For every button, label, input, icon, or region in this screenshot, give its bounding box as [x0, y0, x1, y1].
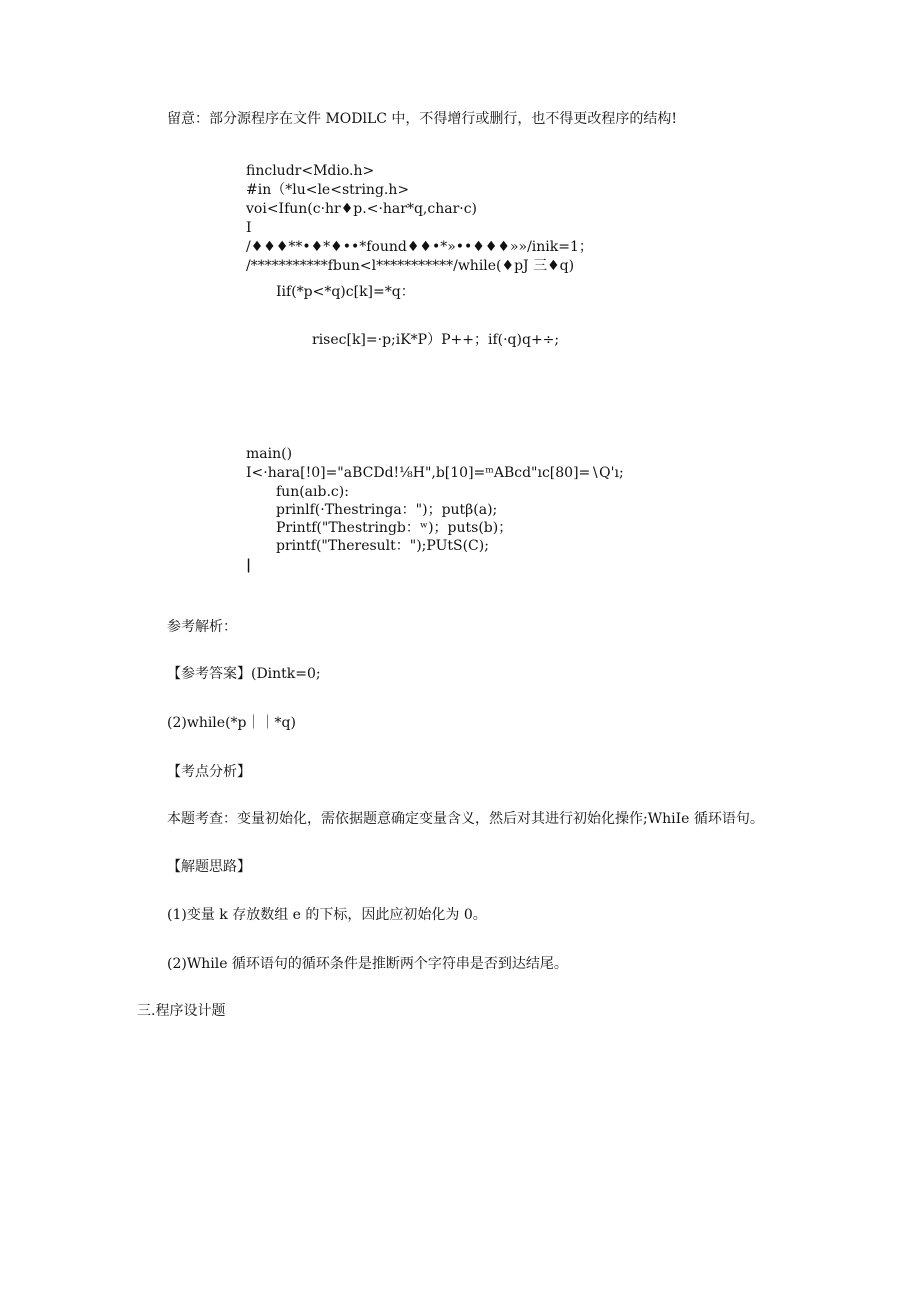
- code-line: /♦♦♦**•♦*♦••*found♦♦•*»••♦♦♦»»/inik=1；: [246, 239, 593, 255]
- code-line: voi<Ifun(c·hr♦p.<·har*q,char·c): [246, 201, 478, 217]
- solution-label: 【解题思路】: [167, 859, 251, 875]
- code-line: I: [246, 220, 252, 236]
- code-line: Printf("Thestringb：ʷ)；puts(b)；: [276, 520, 513, 536]
- code-line: |: [246, 557, 252, 573]
- code-line: I<·hara[!0]="aBCDd!⅛H",b[10]=ᵐABcd"ıc[80]=∖Q'ı;: [246, 465, 624, 481]
- code-line: #in（*lu<le<string.h>: [246, 182, 410, 198]
- answer-label: 【参考答案】(Dintk=0;: [167, 666, 321, 682]
- section-title: 三.程序设计题: [137, 1003, 226, 1019]
- code-line: main(): [246, 446, 293, 462]
- answer-item: (2)while(*p｜｜*q): [167, 715, 296, 731]
- instruction-note: 留意：部分源程序在文件 MODlLC 中，不得增行或删行，也不得更改程序的结构!: [167, 111, 678, 127]
- code-line: fun(aıb.c):: [276, 484, 349, 500]
- code-line: prinlf(·Thestringa：")；putβ(a);: [276, 502, 498, 518]
- exam-point-label: 【考点分析】: [167, 764, 251, 780]
- exam-point-text: 本题考查：变量初始化，需依据题意确定变量含义，然后对其进行初始化操作;WhiIe 循环语句。: [167, 811, 764, 827]
- code-line: fincludr<Mdio.h>: [246, 163, 375, 179]
- analysis-label: 参考解析：: [167, 619, 237, 635]
- solution-item: (1)变量 k 存放数组 e 的下标，因此应初始化为 0。: [167, 907, 487, 923]
- code-line: printf("Theresult：");PUtS(C);: [276, 538, 489, 554]
- code-line: /***********fbun<l***********/while(♦pJ 三♦q): [246, 258, 575, 274]
- solution-item: (2)While 循环语句的循环条件是推断两个字符串是否到达结尾。: [167, 956, 568, 972]
- code-line: risec[k]=·p;iK*P）P++；if(·q)q+÷;: [312, 332, 560, 348]
- code-line: Iif(*p<*q)c[k]=*q：: [276, 284, 415, 300]
